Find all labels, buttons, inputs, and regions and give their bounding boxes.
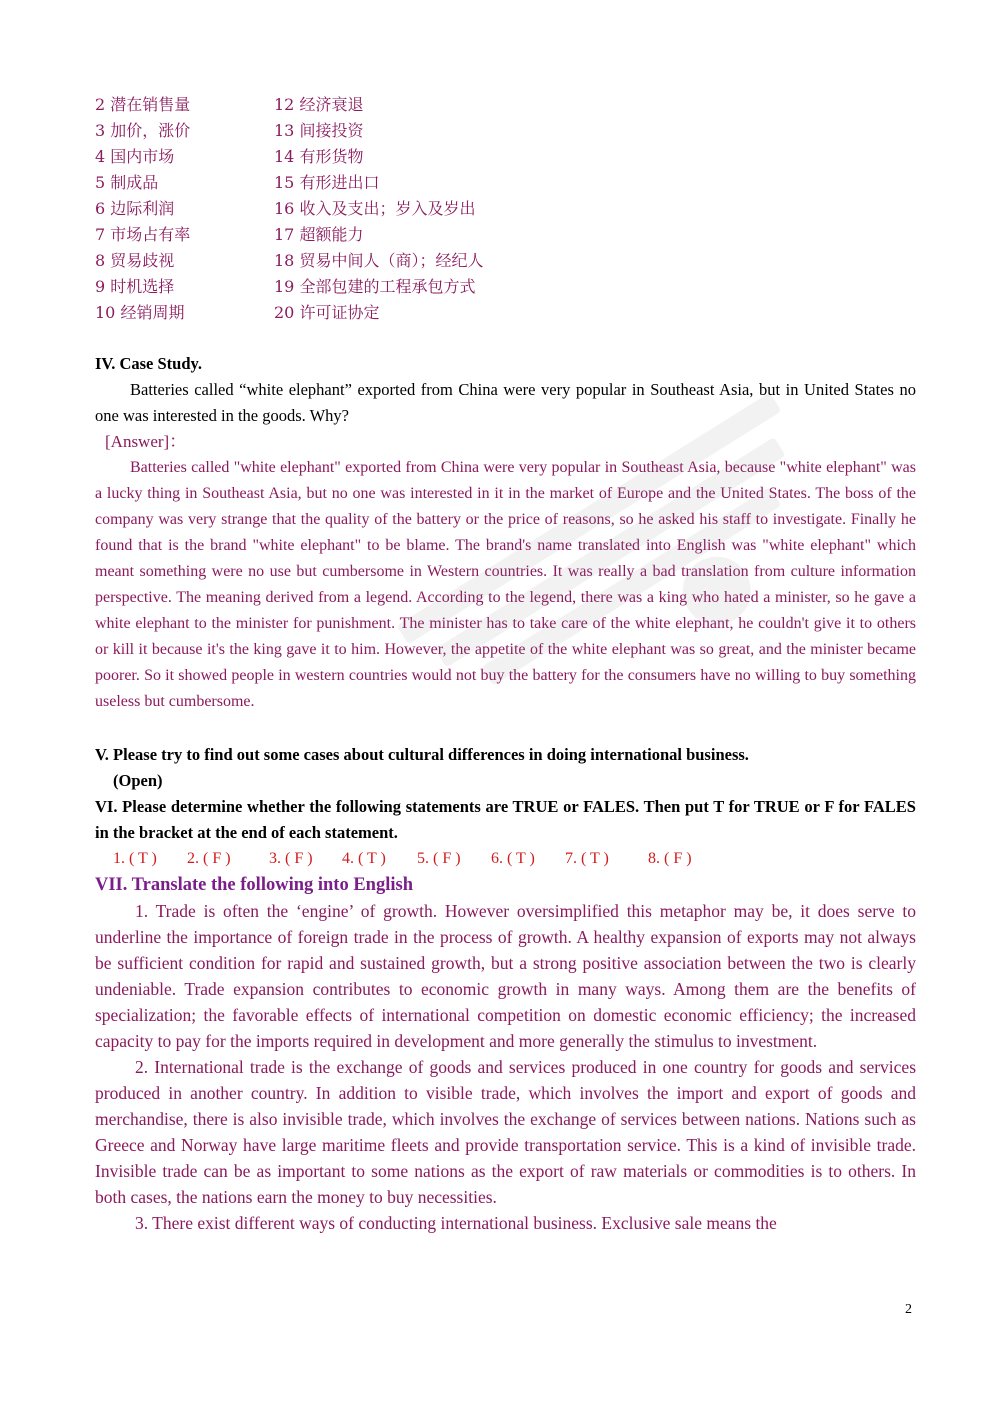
translation-paragraph: 2. International trade is the exchange of goods and services produced in one country for goods and services produced in another country. In addition to visible trade, which involves the import and export of goods and merchandise, there is also invisible trade, which involves the exchange of services between nations. Nations such as Greece and Norway have large maritime fleets and provide transportation service. This is a kind of invisible trade. Invisible trade can be as important to some nations as the export of raw materials or commodities is to others. In both cases, the nations earn the money to buy necessities.: [95, 1057, 916, 1207]
case-answer: Batteries called "white elephant" exported from China were very popular in Southeast Asia, because "white elephant" was a lucky thing in Southeast Asia, but no one was interested in it in the market of Europe and the United States. The boss of the company was very strange that the quality of the battery or the price of reasons, so he asked his staff to investigate. Finally he found that is the brand "white elephant" to be blame. The brand's name translated into English was "white elephant" which meant something were no use but cumbersome in Western countries. It was really a bad translation from culture information perspective. The meaning derived from a legend. According to the legend, there was a king who hated a minister, so he gave a white elephant to the minister for punishment. The minister has to take care of the white elephant, he couldn't give it to others or kill it because it's the king gave it to him. However, the appetite of the white elephant was so great, and the minister became poorer. So it showed people in western countries would not buy the battery for the consumers have no willing to buy something useless but cumbersome.: [95, 459, 916, 710]
vocab-row: [95, 170, 695, 196]
section-heading: VI. Please determine whether the following statements are TRUE or FALES. Then put T for TRUE or F for FALES in the bracket at the end of each statement.: [95, 797, 916, 842]
answer-label: [Answer]：: [105, 432, 187, 451]
case-question: Batteries called “white elephant” exported from China were very popular in Southeast Asia, but in United States no one was interested in the goods. Why?: [95, 380, 916, 425]
true-false-answers: [95, 846, 916, 872]
vocab-term: 7 市场占有率: [95, 225, 191, 244]
vocabulary-list: [95, 92, 695, 326]
tf-answer: 1. ( T ): [113, 850, 157, 867]
section-translation: [95, 872, 916, 1236]
vocab-term: 10 经销周期: [95, 303, 185, 322]
vocab-term: 16 收入及支出；岁入及岁出: [274, 199, 476, 218]
vocab-term: 8 贸易歧视: [95, 251, 175, 270]
section-heading: VII. Translate the following into English: [95, 875, 413, 895]
page-number: 2: [905, 1302, 912, 1317]
vocab-term: 6 边际利润: [95, 199, 175, 218]
vocab-term: 20 许可证协定: [274, 303, 380, 322]
vocab-row: [95, 196, 695, 222]
tf-answer: 6. ( T ): [491, 850, 535, 867]
vocab-term: 12 经济衰退: [274, 95, 364, 114]
tf-answer: 3. ( F ): [269, 850, 313, 867]
vocab-term: 17 超额能力: [274, 225, 364, 244]
section-case-study: [95, 351, 916, 715]
tf-answer: 5. ( F ): [417, 850, 461, 867]
vocab-row: [95, 222, 695, 248]
vocab-row: [95, 274, 695, 300]
vocab-term: 15 有形进出口: [274, 173, 380, 192]
vocab-term: 5 制成品: [95, 173, 159, 192]
vocab-row: [95, 144, 695, 170]
vocab-term: 19 全部包建的工程承包方式: [274, 277, 476, 296]
vocab-term: 9 时机选择: [95, 277, 175, 296]
translation-paragraph: 3. There exist different ways of conducting international business. Exclusive sale means the: [135, 1213, 777, 1233]
section-cultural-cases: [95, 742, 916, 794]
vocab-row: [95, 248, 695, 274]
section-heading: IV. Case Study.: [95, 354, 202, 373]
tf-answer: 2. ( F ): [187, 850, 231, 867]
section-heading: V. Please try to find out some cases about cultural differences in doing international business.: [95, 745, 749, 764]
vocab-term: 4 国内市场: [95, 147, 175, 166]
open-label: (Open): [113, 771, 163, 790]
vocab-term: 18 贸易中间人（商）；经纪人: [274, 251, 484, 270]
tf-answer: 8. ( F ): [648, 850, 692, 867]
vocab-term: 3 加价，涨价: [95, 121, 191, 140]
vocab-term: 2 潜在销售量: [95, 95, 191, 114]
tf-answer: 4. ( T ): [342, 850, 386, 867]
vocab-row: [95, 118, 695, 144]
vocab-row: [95, 300, 695, 326]
vocab-term: 13 间接投资: [274, 121, 364, 140]
vocab-term: 14 有形货物: [274, 147, 364, 166]
translation-paragraph: 1. Trade is often the ‘engine’ of growth. However oversimplified this metaphor may be, it does serve to underline the importance of foreign trade in the process of growth. A healthy expansion of exports may not always be sufficient condition for rapid and sustained growth, but a strong positive association between the two is clearly undeniable. Trade expansion contributes to economic growth in many ways. Among them are the benefits of specialization; the favorable effects of international competition on domestic economic efficiency; the increased capacity to pay for the imports required in development and more generally the stimulus to investment.: [95, 901, 916, 1051]
tf-answer: 7. ( T ): [565, 850, 609, 867]
vocab-row: [95, 92, 695, 118]
section-true-false: [95, 794, 916, 872]
